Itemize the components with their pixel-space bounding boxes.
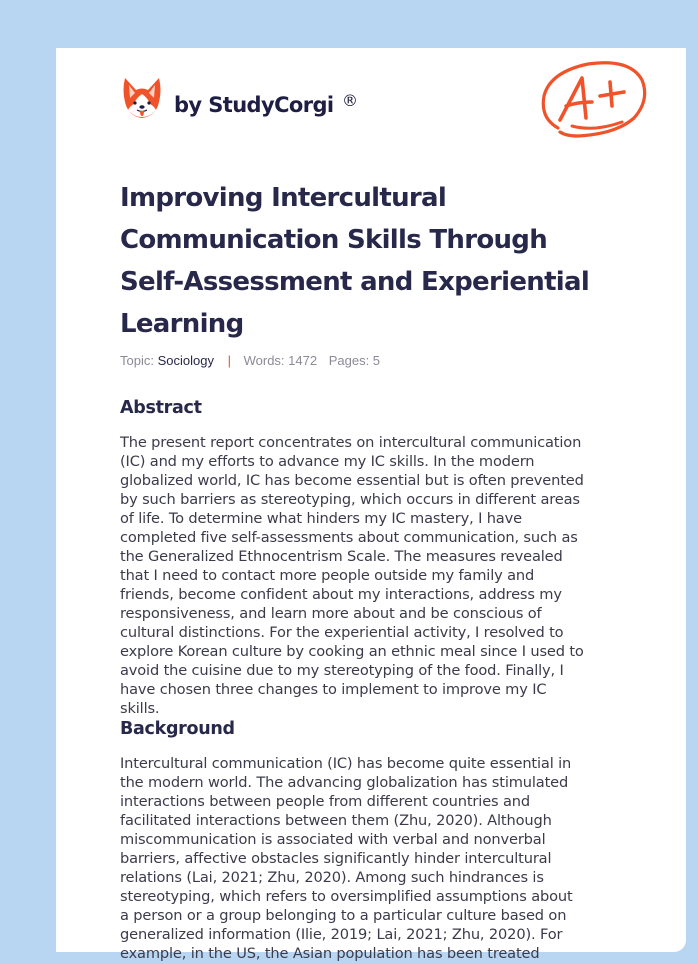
text-line: by such barriers as stereotyping, which occurs in different areas <box>120 491 580 508</box>
section-heading-abstract: Abstract <box>120 398 202 418</box>
registered-mark: ® <box>342 91 358 110</box>
text-line: a person or a group belonging to a particular culture based on <box>120 907 567 924</box>
page-count: Pages: 5 <box>328 353 381 368</box>
text-line: avoid the cuisine due to my stereotyping of the food. Finally, I <box>120 662 564 679</box>
document-title <box>120 177 630 345</box>
text-line: Intercultural communication (IC) has become quite essential in <box>120 755 572 772</box>
title-line: Communication Skills Through <box>120 225 548 255</box>
studycorgi-logo[interactable] <box>122 76 162 124</box>
text-line: interactions between people from different countries and <box>120 793 530 810</box>
text-line: globalized world, IC has become essential but is often prevented <box>120 472 584 489</box>
topic-label: Topic: <box>120 353 154 368</box>
word-count: Words: 1472 <box>243 353 318 368</box>
brand-name: by StudyCorgi <box>174 93 334 117</box>
text-line: explore Korean culture by cooking an ethnic meal since I used to <box>120 643 584 660</box>
topic-link[interactable]: Sociology <box>157 353 214 368</box>
text-line: responsiveness, and learn more about and be conscious of <box>120 605 542 622</box>
text-line: of life. To determine what hinders my IC mastery, I have <box>120 510 522 527</box>
text-line: facilitated interactions between them (Zhu, 2020). Although <box>120 812 552 829</box>
abstract-paragraph <box>120 433 640 718</box>
corgi-icon <box>122 76 162 124</box>
text-line: cultural distinctions. For the experiential activity, I resolved to <box>120 624 564 641</box>
text-line: completed five self-assessments about communication, such as <box>120 529 578 546</box>
section-heading-background: Background <box>120 719 235 739</box>
title-line: Improving Intercultural <box>120 183 447 213</box>
title-line: Learning <box>120 309 244 339</box>
text-line: friends, become confident about my interactions, address my <box>120 586 562 603</box>
text-line: (IC) and my efforts to advance my IC skills. In the modern <box>120 453 535 470</box>
meta-separator: | <box>227 353 231 368</box>
text-line: that I need to contact more people outside my family and <box>120 567 535 584</box>
text-line: stereotyping, which refers to oversimplified assumptions about <box>120 888 573 905</box>
text-line: miscommunication is associated with verbal and nonverbal <box>120 831 546 848</box>
text-line: The present report concentrates on intercultural communication <box>120 434 582 451</box>
text-line: skills. <box>120 700 160 717</box>
text-line: generalized information (Ilie, 2019; Lai, 2021; Zhu, 2020). For <box>120 926 563 943</box>
text-line: relations (Lai, 2021; Zhu, 2020). Among such hindrances is <box>120 869 544 886</box>
text-line: the Generalized Ethnocentrism Scale. The measures revealed <box>120 548 563 565</box>
text-line: the modern world. The advancing globalization has stimulated <box>120 774 569 791</box>
text-line: example, in the US, the Asian population has been treated <box>120 945 540 962</box>
title-line: Self-Assessment and Experiential <box>120 267 590 297</box>
text-line: have chosen three changes to implement to improve my IC <box>120 681 547 698</box>
text-line: barriers, affective obstacles significantly hinder intercultural <box>120 850 552 867</box>
background-paragraph <box>120 754 640 963</box>
document-meta <box>120 353 380 368</box>
a-plus-grade-icon <box>538 58 650 144</box>
